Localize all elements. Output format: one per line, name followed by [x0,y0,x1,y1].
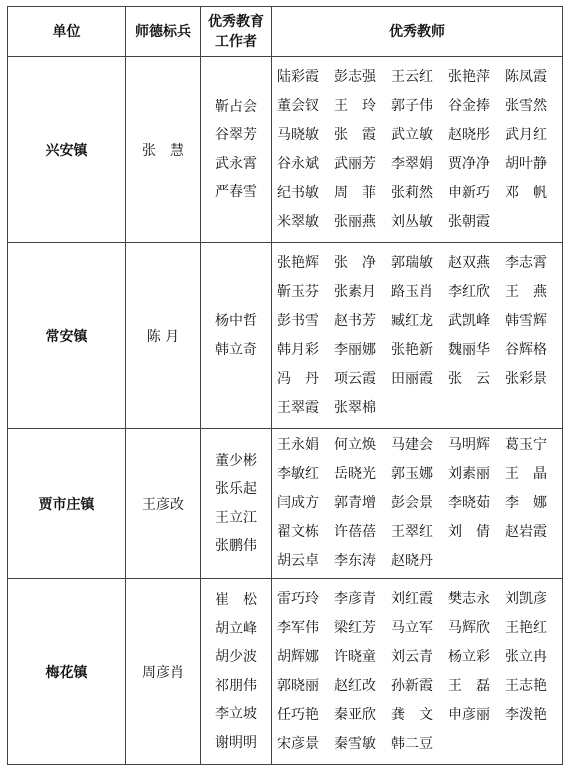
teacher-name: 何立焕 [334,437,376,453]
header-excellent-workers [201,7,272,57]
excellent-teachers-cell [272,429,563,579]
excellent-teachers-cell [272,243,563,429]
teacher-name: 王志艳 [505,677,547,694]
teacher-name: 梁红芳 [334,619,376,636]
header-workers-line1: 优秀教育 [208,13,264,30]
teacher-name: 冯 丹 [277,370,319,387]
teacher-name: 申彦丽 [448,706,490,723]
teacher-name: 董会钗 [277,97,319,114]
teacher-name: 李泼艳 [505,706,547,723]
teacher-name: 张翠棉 [334,399,376,416]
teacher-name: 臧红龙 [391,312,433,329]
teacher-name: 胡云卓 [277,553,319,569]
teacher-name: 路玉肖 [391,283,433,300]
teacher-name: 许晓童 [334,648,376,665]
teacher-name: 田丽霞 [391,370,433,387]
teacher-name: 胡叶静 [505,155,547,172]
header-model-teacher: 师德标兵 [126,7,201,57]
teacher-name: 王永娟 [277,437,319,453]
teacher-name: 张 霞 [334,126,376,143]
teacher-name: 葛玉宁 [505,437,547,453]
teacher-name: 张 云 [448,370,490,387]
teacher-name: 杨立彩 [448,648,490,665]
teacher-name: 龚 文 [391,706,433,723]
worker-name: 胡立峰 [215,620,257,637]
worker-name: 董少彬 [215,452,257,469]
worker-name: 王立江 [215,509,257,526]
teacher-name: 孙新霞 [391,677,433,694]
teacher-name: 岳晓光 [334,466,376,482]
teacher-name: 项云霞 [334,370,376,387]
teacher-name: 谷辉格 [505,341,547,358]
teacher-name: 刘 倩 [448,524,490,540]
teacher-name: 秦亚欣 [334,706,376,723]
teacher-name: 张朝霞 [448,213,490,230]
teacher-name: 王 磊 [448,677,490,694]
worker-name: 崔 松 [215,592,257,608]
teacher-name: 张莉然 [391,184,433,201]
teacher-name: 郭玉娜 [391,466,433,482]
teacher-name: 彭会景 [391,495,433,511]
teacher-name: 韩二豆 [391,735,433,752]
excellent-workers-cell [201,429,272,579]
teacher-name: 郭青增 [334,495,376,511]
teacher-name: 韩雪辉 [505,312,547,329]
worker-name: 靳占会 [215,98,257,115]
teacher-name: 李彦青 [334,590,376,607]
unit-cell: 兴安镇 [8,57,126,243]
header-excellent-teachers: 优秀教师 [272,7,563,57]
teacher-name: 米翠敏 [277,213,319,230]
model-teacher-cell: 王彦改 [126,429,201,579]
teacher-name: 马立军 [391,619,433,636]
teacher-name: 王 玲 [334,97,376,114]
teacher-name: 陈凤霞 [505,68,547,85]
teacher-name: 张立冉 [505,648,547,665]
teacher-name: 武丽芳 [334,155,376,172]
teacher-name: 秦雪敏 [334,735,376,752]
teacher-name: 马辉欣 [448,619,490,636]
teacher-name: 张艳新 [391,341,433,358]
teacher-name: 周 菲 [334,184,376,201]
awards-table [7,6,563,765]
teacher-name: 李志霄 [505,254,547,271]
teacher-name: 贾净净 [448,155,490,172]
teacher-name: 张丽燕 [334,213,376,230]
unit-cell: 贾市庄镇 [8,429,126,579]
teacher-name: 彭书雪 [277,312,319,329]
teacher-name: 张素月 [334,283,376,300]
teacher-name: 郭晓丽 [277,677,319,694]
worker-name: 祁朋伟 [215,677,257,694]
teacher-name: 张彩景 [505,370,547,387]
teacher-name: 刘红霞 [391,590,433,607]
teacher-name: 武月红 [505,126,547,143]
model-teacher-cell: 周彦肖 [126,579,201,765]
worker-name: 谢明明 [215,734,257,751]
teacher-name: 郭子伟 [391,97,433,114]
teacher-name: 魏丽华 [448,341,490,358]
worker-name: 韩立奇 [215,341,257,358]
teacher-name: 李晓茹 [448,495,490,511]
teacher-name: 张雪然 [505,97,547,114]
worker-name: 李立坡 [215,706,257,722]
teacher-name: 邓 帆 [505,184,547,201]
teacher-name: 许蓓蓓 [334,524,376,540]
teacher-name: 陆彩霞 [277,68,319,85]
teacher-name: 申新巧 [448,184,490,201]
teacher-name: 刘素丽 [448,466,490,482]
unit-cell: 梅花镇 [8,579,126,765]
excellent-teachers-cell [272,579,563,765]
teacher-name: 闫成方 [277,495,319,511]
teacher-name: 王云红 [391,68,433,85]
worker-name: 胡少波 [215,649,257,665]
teacher-name: 王 晶 [505,466,547,482]
teacher-name: 雷巧玲 [277,590,319,607]
teacher-name: 韩月彩 [277,341,319,358]
header-row [8,7,563,57]
teacher-name: 宋彦景 [277,735,319,752]
teacher-name: 李丽娜 [334,341,376,358]
teacher-name: 李敏红 [277,466,319,482]
teacher-name: 赵岩霞 [505,524,547,540]
teacher-name: 武立敏 [391,126,433,143]
teacher-name: 谷永斌 [277,155,319,172]
table-row [8,57,563,243]
teacher-name: 王翠红 [391,524,433,540]
teacher-name: 翟文栋 [277,524,319,540]
model-teacher-cell: 张 慧 [126,57,201,243]
excellent-workers-cell [201,57,272,243]
worker-name: 杨中哲 [215,313,257,329]
teacher-name: 武凯峰 [448,312,490,329]
teacher-name: 马明辉 [448,437,490,453]
teacher-name: 樊志永 [448,590,490,607]
teacher-name: 李翠娟 [391,155,433,172]
worker-name: 严春雪 [215,184,257,200]
teacher-name: 张艳萍 [448,68,490,85]
teacher-name: 李军伟 [277,619,319,636]
unit-cell: 常安镇 [8,243,126,429]
teacher-name: 李东涛 [334,553,376,569]
table-row [8,243,563,429]
teacher-name: 马晓敏 [277,126,319,143]
header-unit: 单位 [8,7,126,57]
excellent-workers-cell [201,243,272,429]
teacher-name: 王 燕 [505,283,547,300]
teacher-name: 胡辉娜 [277,648,319,665]
teacher-name: 李红欣 [448,283,490,300]
teacher-name: 李 娜 [505,495,547,511]
teacher-name: 彭志强 [334,68,376,85]
teacher-name: 张 净 [334,254,376,271]
teacher-name: 刘凯彦 [505,590,547,607]
excellent-teachers-cell [272,57,563,243]
teacher-name: 赵晓丹 [391,553,433,569]
teacher-name: 靳玉芬 [277,283,319,300]
teacher-name: 马建会 [391,437,433,453]
teacher-name: 刘丛敏 [391,213,433,230]
teacher-name: 任巧艳 [277,706,319,723]
excellent-workers-cell [201,579,272,765]
teacher-name: 赵书芳 [334,312,376,329]
worker-name: 张鹏伟 [215,538,257,554]
teacher-name: 王翠霞 [277,399,319,416]
teacher-name: 谷金捧 [448,97,490,114]
model-teacher-cell: 陈 月 [126,243,201,429]
teacher-name: 郭瑞敏 [391,254,433,271]
teacher-name: 赵红改 [334,677,376,694]
worker-name: 武永霄 [215,155,257,172]
worker-name: 张乐起 [215,481,257,497]
teacher-name: 赵晓彤 [448,126,490,143]
teacher-name: 纪书敏 [277,184,319,201]
table-row [8,579,563,765]
worker-name: 谷翠芳 [215,127,257,143]
header-workers-line2: 工作者 [215,33,257,50]
teacher-name: 张艳辉 [277,254,319,271]
teacher-name: 王艳红 [505,619,547,636]
teacher-name: 赵双燕 [448,254,490,271]
teacher-name: 刘云青 [391,648,433,665]
table-row [8,429,563,579]
